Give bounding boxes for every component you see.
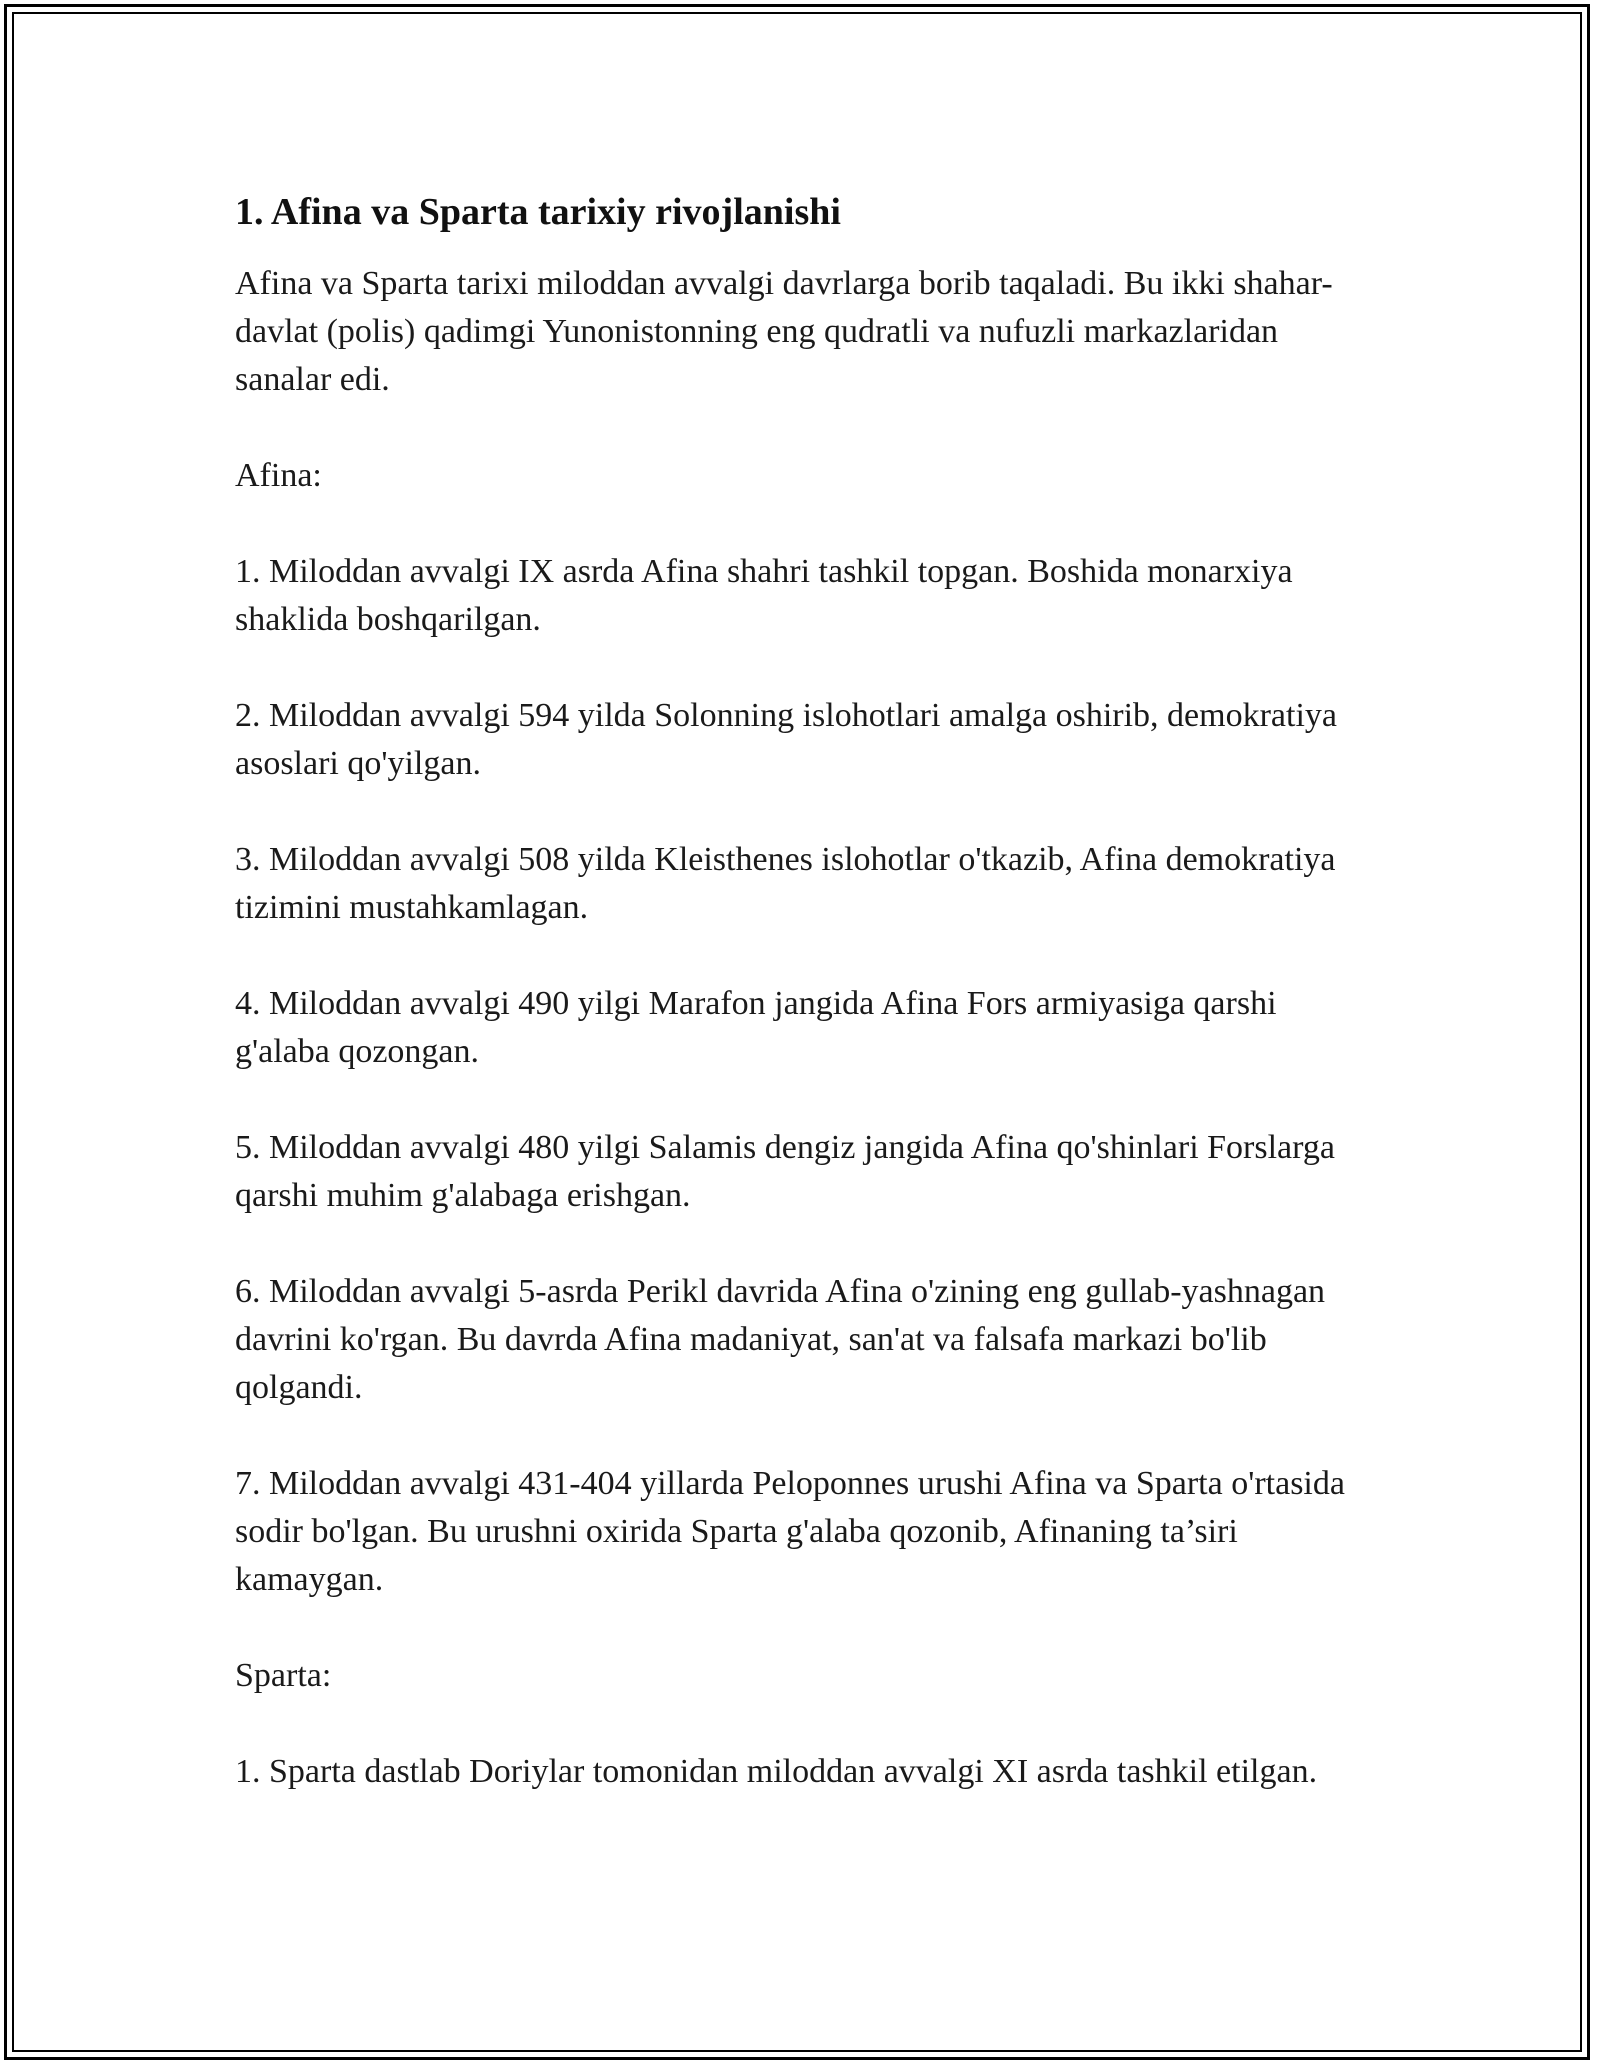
afina-item-2: 2. Miloddan avvalgi 594 yilda Solonning islohotlari amalga oshirib, demokratiya asoslari qo'yilgan. xyxy=(235,697,1337,782)
afina-item-3: 3. Miloddan avvalgi 508 yilda Kleisthenes islohotlar o'tkazib, Afina demokratiya tizimini mustahkamlagan. xyxy=(235,841,1336,926)
afina-item-7: 7. Miloddan avvalgi 431-404 yillarda Peloponnes urushi Afina va Sparta o'rtasida sodir bo'lgan. Bu urushni oxirida Sparta g'alaba qozonib, Afinaning ta’siri kamaygan. xyxy=(235,1465,1345,1598)
sparta-item-1: 1. Sparta dastlab Doriylar tomonidan miloddan avvalgi XI asrda tashkil etilgan. xyxy=(235,1753,1318,1790)
afina-label: Afina: xyxy=(235,457,322,494)
sparta-label: Sparta: xyxy=(235,1657,332,1694)
afina-item-1: 1. Miloddan avvalgi IX asrda Afina shahri tashkil topgan. Boshida monarxiya shaklida boshqarilgan. xyxy=(235,553,1293,638)
document-body xyxy=(235,186,1375,1796)
section-heading: 1. Afina va Sparta tarixiy rivojlanishi xyxy=(235,191,841,233)
afina-item-5: 5. Miloddan avvalgi 480 yilgi Salamis dengiz jangida Afina qo'shinlari Forslarga qarshi muhim g'alabaga erishgan. xyxy=(235,1129,1335,1214)
intro-paragraph: Afina va Sparta tarixi miloddan avvalgi davrlarga borib taqaladi. Bu ikki shahar-davlat (polis) qadimgi Yunonistonning eng qudratli va nufuzli markazlaridan sanalar edi. xyxy=(235,265,1333,398)
afina-item-6: 6. Miloddan avvalgi 5-asrda Perikl davrida Afina o'zining eng gullab-yashnagan davrini ko'rgan. Bu davrda Afina madaniyat, san'at va falsafa markazi bo'lib qolgandi. xyxy=(235,1273,1326,1406)
afina-item-4: 4. Miloddan avvalgi 490 yilgi Marafon jangida Afina Fors armiyasiga qarshi g'alaba qozongan. xyxy=(235,985,1277,1070)
